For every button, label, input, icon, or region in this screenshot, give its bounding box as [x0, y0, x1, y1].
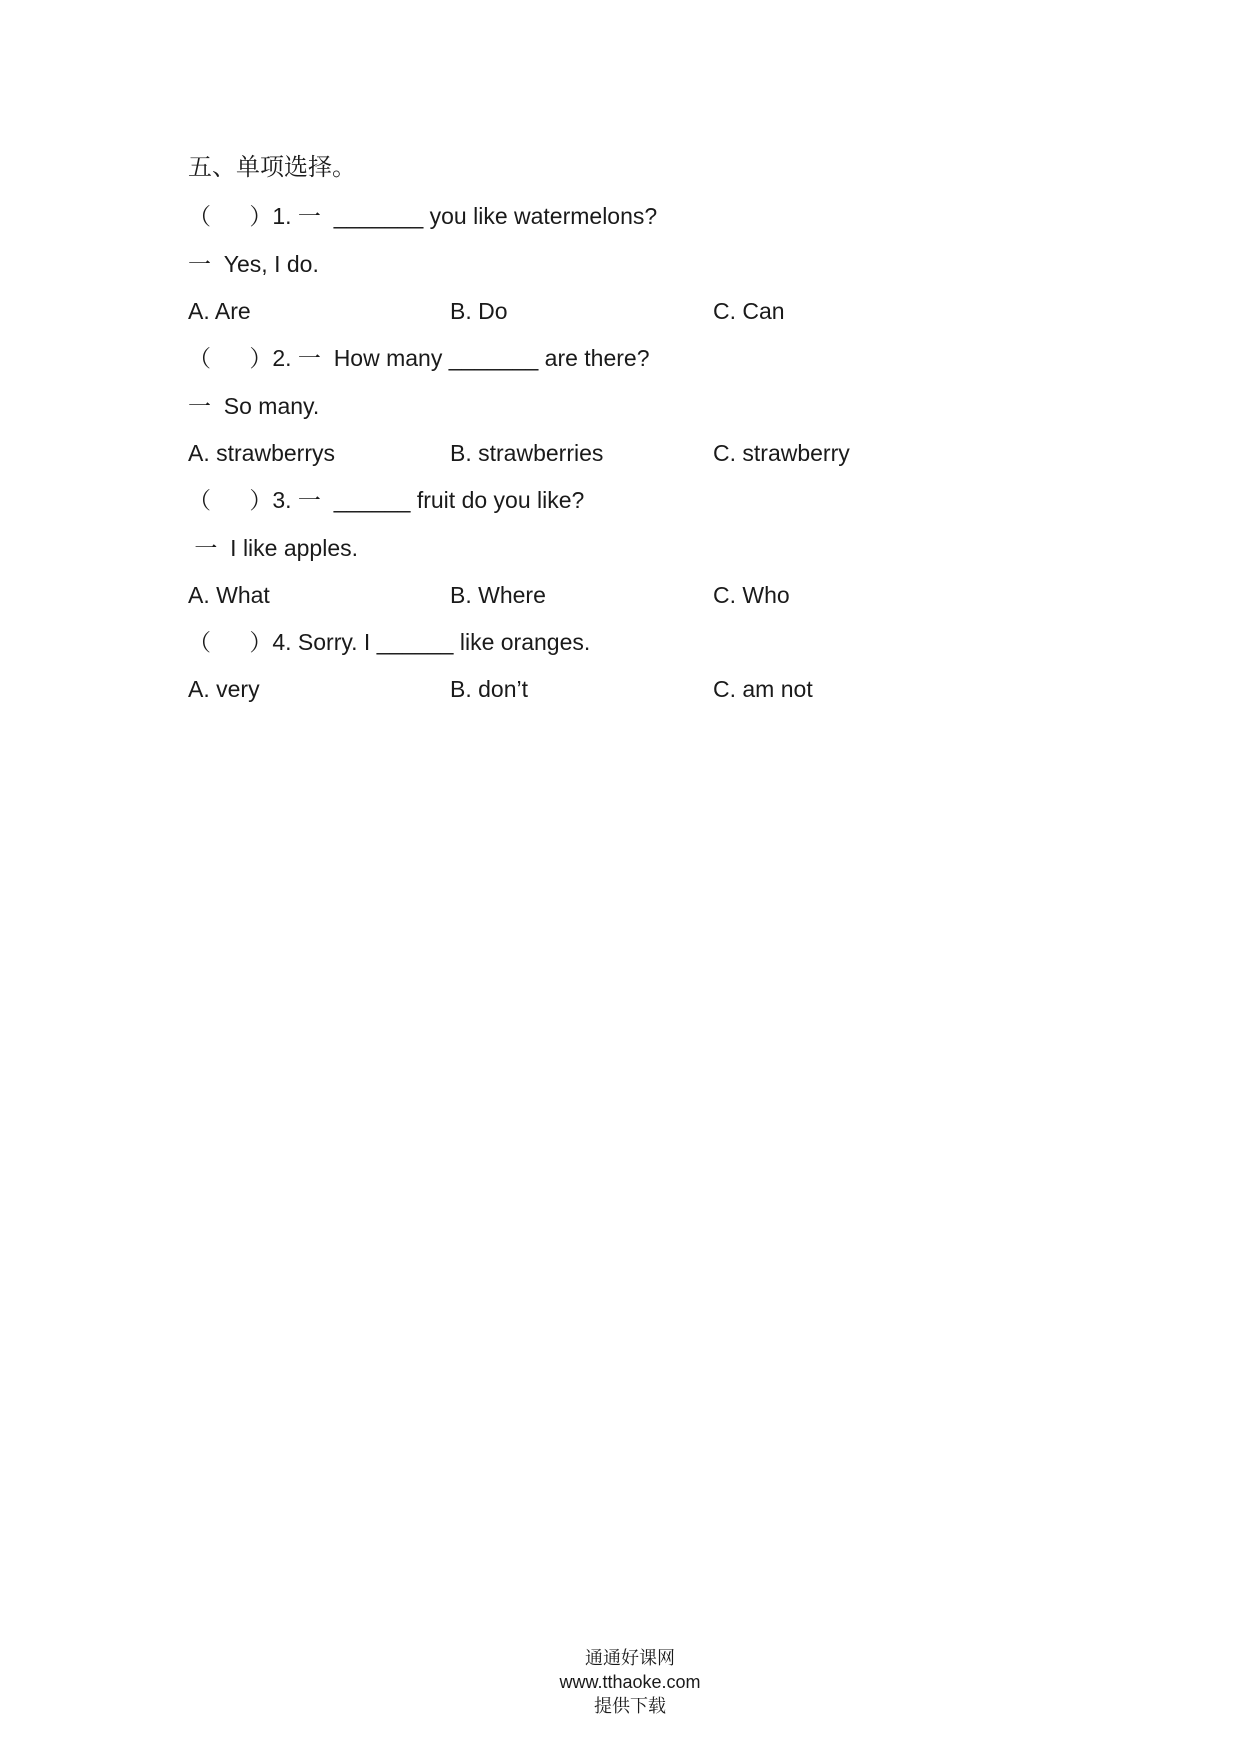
question-2-option-b: B. strawberries: [450, 440, 604, 466]
question-1-option-b: B. Do: [450, 298, 508, 324]
question-3-options: [188, 580, 988, 610]
question-1-option-a: A. Are: [188, 298, 251, 324]
question-4-stem: （ ）4. Sorry. I ______ like oranges.: [188, 629, 591, 655]
footer-note: 提供下载: [594, 1696, 666, 1716]
question-3-option-b: B. Where: [450, 582, 546, 608]
question-3-option-a: A. What: [188, 582, 270, 608]
question-1-answer: 一 Yes, I do.: [188, 251, 319, 277]
question-4-option-a: A. very: [188, 676, 260, 702]
page-footer: [0, 1622, 1240, 1742]
question-2-option-c: C. strawberry: [713, 440, 850, 466]
question-3-stem: （ ）3. 一 ______ fruit do you like?: [188, 487, 585, 513]
question-1-options: [188, 296, 988, 326]
question-4-option-c: C. am not: [713, 676, 813, 702]
question-1-option-c: C. Can: [713, 298, 785, 324]
question-4-options: [188, 674, 988, 704]
question-4-option-b: B. don’t: [450, 676, 528, 702]
section-heading: 五、单项选择。: [188, 153, 356, 181]
question-3-option-c: C. Who: [713, 582, 790, 608]
question-2-option-a: A. strawberrys: [188, 440, 335, 466]
footer-url[interactable]: www.tthaoke.com: [559, 1672, 701, 1692]
question-3-answer: 一 I like apples.: [188, 535, 359, 561]
question-1-stem: （ ）1. 一 _______ you like watermelons?: [188, 203, 658, 229]
question-2-stem: （ ）2. 一 How many _______ are there?: [188, 345, 650, 371]
question-2-answer: 一 So many.: [188, 393, 320, 419]
footer-site-name: 通通好课网: [585, 1648, 675, 1668]
question-2-options: [188, 438, 988, 468]
